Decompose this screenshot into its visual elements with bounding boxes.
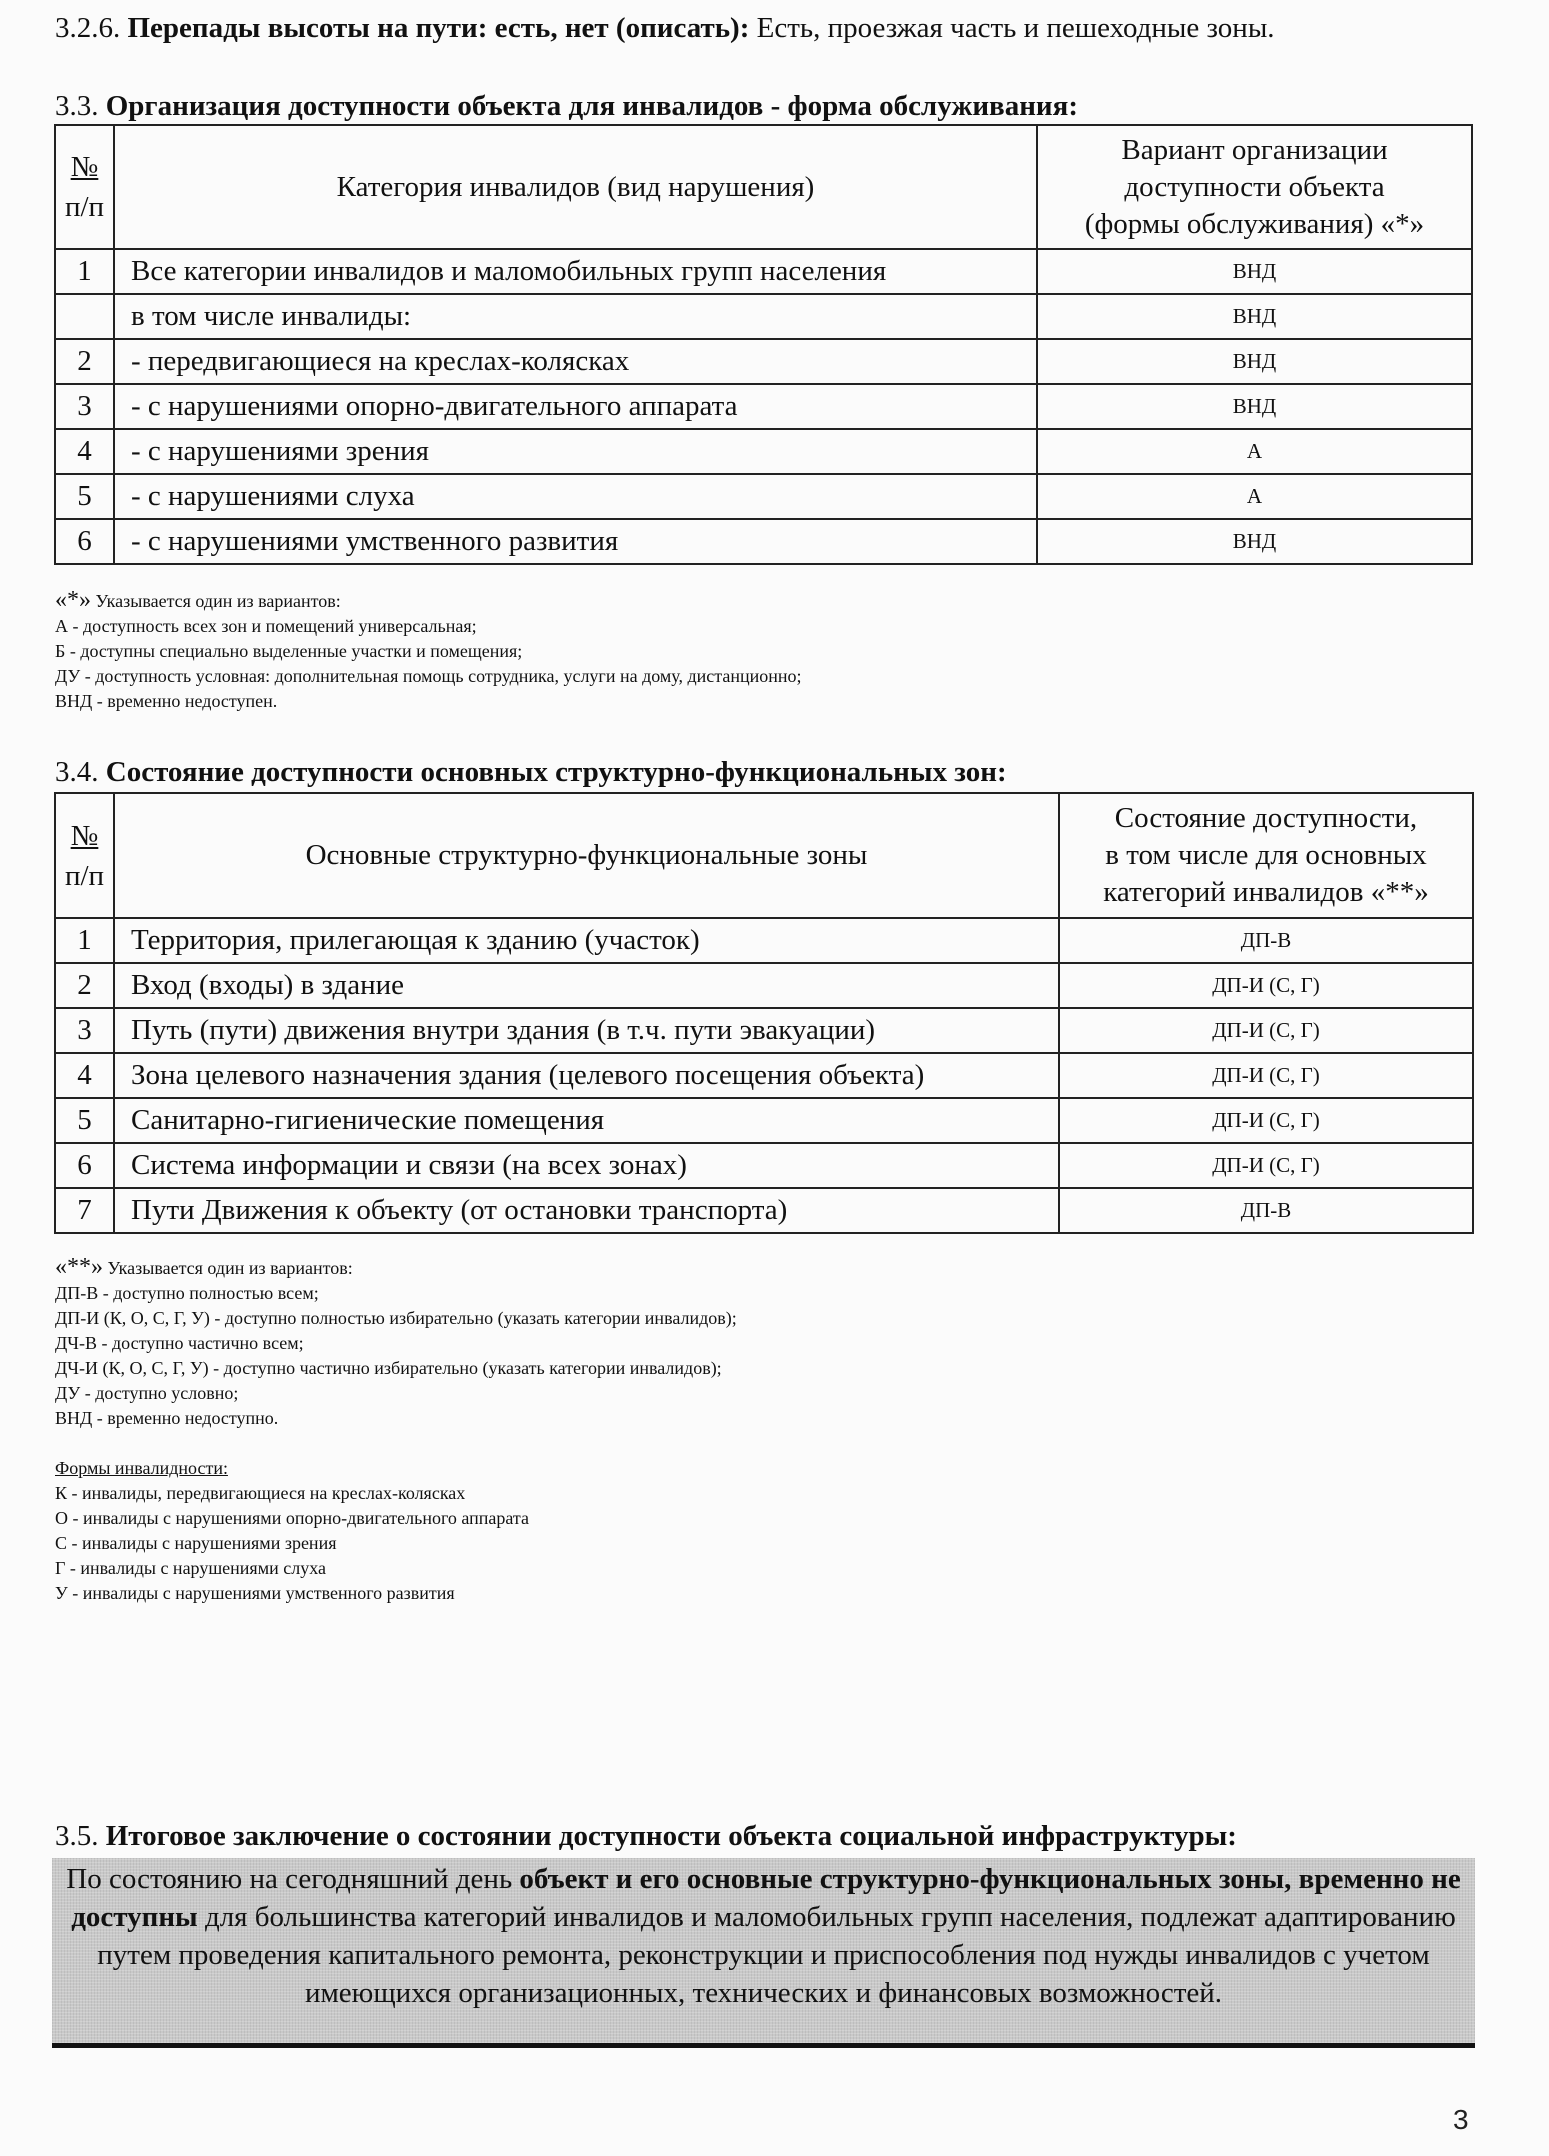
conclusion-text-part3: для большинства категорий инвалидов и маломобильных групп населения, подлежат адаптированию путем проведения капитального ремонта, реконструкции и приспособления под нужды инвалидов с учетом имеющихся организационных, технических и финансовых возможностей. — [97, 1901, 1456, 2009]
row-zone: Вход (входы) в здание — [114, 963, 1059, 1008]
page-number: 3 — [1453, 2104, 1469, 2135]
row-state: ДП-И (С, Г) — [1059, 1053, 1473, 1098]
table-row — [55, 1143, 1473, 1188]
header-state-line: категорий инвалидов «**» — [1103, 876, 1429, 908]
row-number: 2 — [55, 963, 114, 1008]
section-3-3-heading — [55, 90, 1078, 123]
table-row — [55, 1008, 1473, 1053]
footnote-intro-text: Указывается один из вариантов: — [95, 591, 341, 611]
row-number — [55, 294, 114, 339]
row-state: ДП-И (С, Г) — [1059, 963, 1473, 1008]
section-3-2-6-line — [55, 12, 1275, 45]
header-number-pp: п/п — [64, 859, 105, 892]
section-title: Состояние доступности основных структурно-функциональных зон: — [105, 756, 1007, 788]
footnote-item: ДУ - доступность условная: дополнительная помощь сотрудника, услуги на дому, дистанционно; — [55, 666, 802, 686]
row-number: 2 — [55, 339, 114, 384]
footnote-item: ДЧ-И (К, О, С, Г, У) - доступно частично избирательно (указать категории инвалидов); — [55, 1358, 722, 1378]
spacer — [55, 1431, 737, 1456]
row-variant: ВНД — [1037, 249, 1472, 294]
table-row — [55, 519, 1472, 564]
section-number: 3.4. — [55, 756, 99, 788]
footnote-item: А - доступность всех зон и помещений универсальная; — [55, 616, 477, 636]
section-label: Перепады высоты на пути: есть, нет (описать): — [127, 12, 750, 44]
row-state: ДП-И (С, Г) — [1059, 1098, 1473, 1143]
row-state: ДП-В — [1059, 918, 1473, 963]
row-state: ДП-И (С, Г) — [1059, 1143, 1473, 1188]
row-number: 3 — [55, 1008, 114, 1053]
table-header-row — [55, 793, 1473, 918]
footnote-intro — [55, 1255, 737, 1281]
header-variant-line: доступности объекта — [1124, 170, 1385, 203]
header-number-sign: № — [70, 819, 99, 852]
footnote-item: ДП-В - доступно полностью всем; — [55, 1283, 319, 1303]
service-form-table — [54, 124, 1473, 565]
conclusion-text-part1: По состоянию на сегодняшний день — [66, 1863, 520, 1895]
row-number: 1 — [55, 249, 114, 294]
conclusion-text-bold: объект и его основные структурно-функциональных зоны, временно не доступны — [71, 1863, 1461, 1933]
section-number: 3.5. — [55, 1820, 99, 1852]
row-zone: Территория, прилегающая к зданию (участок) — [114, 918, 1059, 963]
row-variant: А — [1037, 429, 1472, 474]
row-zone: Пути Движения к объекту (от остановки транспорта) — [114, 1188, 1059, 1233]
row-number: 3 — [55, 384, 114, 429]
row-category: в том числе инвалиды: — [114, 294, 1037, 339]
row-zone: Путь (пути) движения внутри здания (в т.ч. пути эвакуации) — [114, 1008, 1059, 1053]
row-category: - с нарушениями опорно-двигательного аппарата — [114, 384, 1037, 429]
row-number: 5 — [55, 1098, 114, 1143]
footnote-item: ДЧ-В - доступно частично всем; — [55, 1333, 304, 1353]
row-number: 5 — [55, 474, 114, 519]
table-row — [55, 1053, 1473, 1098]
table-row — [55, 249, 1472, 294]
final-conclusion-box — [52, 1858, 1475, 2048]
table-row — [55, 339, 1472, 384]
footnote-item: ВНД - временно недоступен. — [55, 691, 278, 711]
row-variant: ВНД — [1037, 519, 1472, 564]
header-zone: Основные структурно-функциональные зоны — [114, 793, 1059, 918]
row-state: ДП-И (С, Г) — [1059, 1008, 1473, 1053]
disability-form-item: У - инвалиды с нарушениями умственного развития — [55, 1583, 455, 1603]
row-variant: ВНД — [1037, 384, 1472, 429]
row-number: 6 — [55, 1143, 114, 1188]
header-number-pp: п/п — [64, 191, 105, 223]
table-row — [55, 1188, 1473, 1233]
row-category: - передвигающиеся на креслах-колясках — [114, 339, 1037, 384]
footnote-mark: «**» — [55, 1254, 103, 1280]
header-number — [55, 793, 114, 918]
row-zone: Зона целевого назначения здания (целевого посещения объекта) — [114, 1053, 1059, 1098]
row-number: 6 — [55, 519, 114, 564]
row-number: 4 — [55, 1053, 114, 1098]
footnote-intro-text: Указывается один из вариантов: — [107, 1258, 353, 1278]
section-value: Есть, проезжая часть и пешеходные зоны. — [756, 12, 1275, 44]
header-variant-line: (формы обслуживания) «*» — [1084, 207, 1425, 240]
row-category: Все категории инвалидов и маломобильных групп населения — [114, 249, 1037, 294]
row-variant: ВНД — [1037, 339, 1472, 384]
section-title: Организация доступности объекта для инвалидов - форма обслуживания: — [105, 90, 1078, 122]
row-category: - с нарушениями зрения — [114, 429, 1037, 474]
section-number: 3.2.6. — [55, 12, 121, 44]
header-number-sign: № — [70, 151, 99, 183]
table-row — [55, 384, 1472, 429]
table-row — [55, 1098, 1473, 1143]
table-row — [55, 474, 1472, 519]
row-variant: А — [1037, 474, 1472, 519]
disability-forms-title: Формы инвалидности: — [55, 1458, 228, 1478]
row-state: ДП-В — [1059, 1188, 1473, 1233]
header-number — [55, 125, 114, 249]
section-3-4-footnote — [55, 1255, 737, 1606]
row-variant: ВНД — [1037, 294, 1472, 339]
footnote-intro — [55, 588, 802, 614]
header-state-line: в том числе для основных — [1105, 839, 1427, 871]
section-3-3-footnote — [55, 588, 802, 714]
section-number: 3.3. — [55, 90, 99, 122]
header-variant — [1037, 125, 1472, 249]
footnote-mark: «*» — [55, 587, 91, 613]
disability-form-item: О - инвалиды с нарушениями опорно-двигательного аппарата — [55, 1508, 530, 1528]
footnote-item: ДП-И (К, О, С, Г, У) - доступно полностью избирательно (указать категории инвалидов); — [55, 1308, 737, 1328]
table-row — [55, 918, 1473, 963]
footnote-item: ВНД - временно недоступно. — [55, 1408, 279, 1428]
table-row — [55, 429, 1472, 474]
row-category: - с нарушениями слуха — [114, 474, 1037, 519]
disability-form-item: К - инвалиды, передвигающиеся на креслах-колясках — [55, 1483, 466, 1503]
section-3-5-heading — [55, 1820, 1237, 1853]
section-title: Итоговое заключение о состоянии доступности объекта социальной инфраструктуры: — [105, 1820, 1237, 1852]
section-3-4-heading — [55, 756, 1007, 789]
disability-form-item: С - инвалиды с нарушениями зрения — [55, 1533, 337, 1553]
header-category: Категория инвалидов (вид нарушения) — [114, 125, 1037, 249]
footnote-item: Б - доступны специально выделенные участки и помещения; — [55, 641, 523, 661]
row-zone: Санитарно-гигиенические помещения — [114, 1098, 1059, 1143]
table-row — [55, 294, 1472, 339]
header-state-line: Состояние доступности, — [1114, 802, 1418, 834]
header-variant-line: Вариант организации — [1121, 133, 1388, 166]
row-category: - с нарушениями умственного развития — [114, 519, 1037, 564]
disability-form-item: Г - инвалиды с нарушениями слуха — [55, 1558, 326, 1578]
footnote-item: ДУ - доступно условно; — [55, 1383, 239, 1403]
row-number: 4 — [55, 429, 114, 474]
table-row — [55, 963, 1473, 1008]
row-zone: Система информации и связи (на всех зонах) — [114, 1143, 1059, 1188]
header-state — [1059, 793, 1473, 918]
row-number: 7 — [55, 1188, 114, 1233]
zones-accessibility-table — [54, 792, 1474, 1234]
table-header-row — [55, 125, 1472, 249]
row-number: 1 — [55, 918, 114, 963]
